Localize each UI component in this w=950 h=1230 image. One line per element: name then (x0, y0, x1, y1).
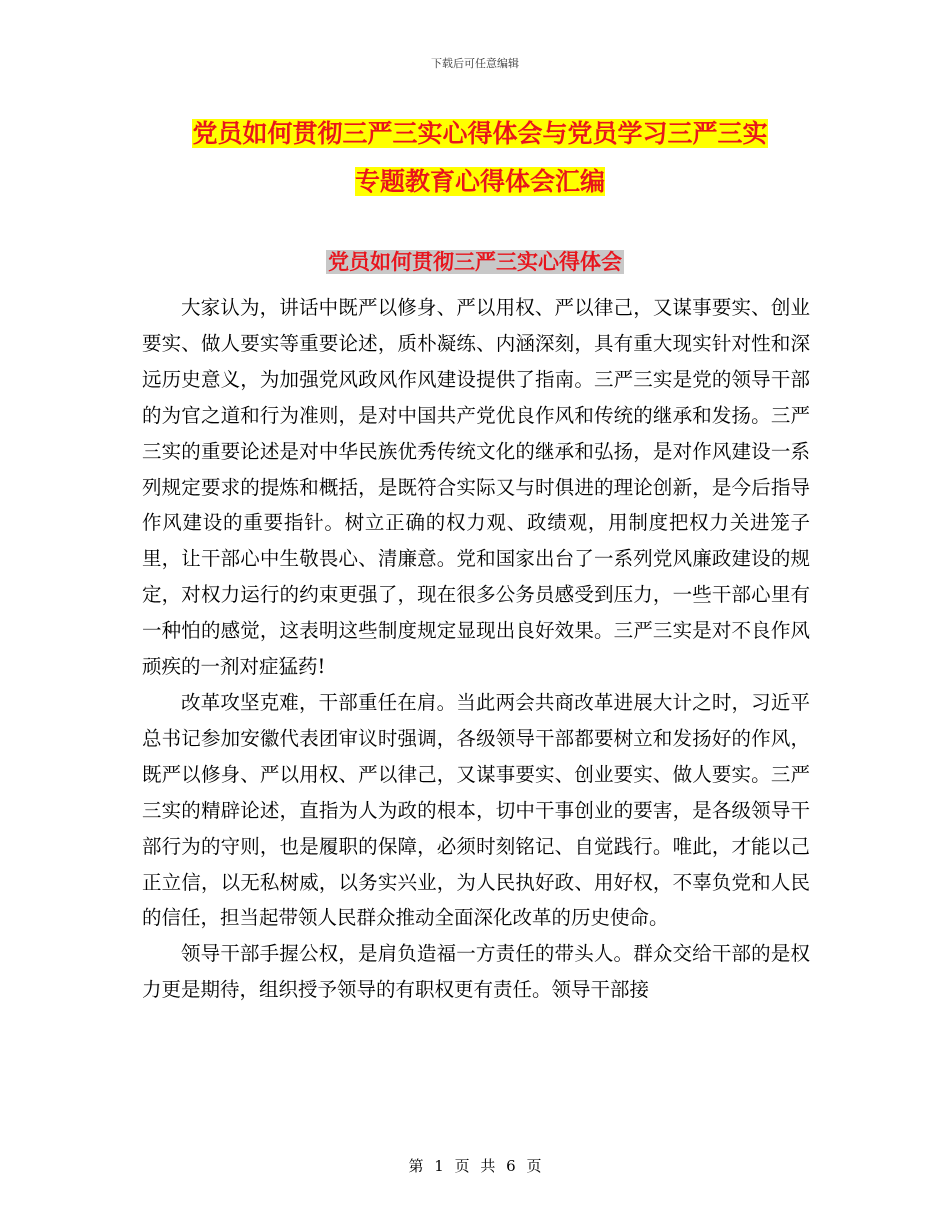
document-title (150, 110, 810, 206)
body-text (142, 290, 810, 1008)
section-title-text: 党员如何贯彻三严三实心得体会 (328, 250, 622, 274)
paragraph-3: 领导干部手握公权，是肩负造福一方责任的带头人。群众交给干部的是权力更是期待，组织授予领导的有职权更有责任。领导干部接 (142, 942, 810, 1002)
header-note: 下载后可任意编辑 (431, 57, 519, 70)
paragraph-2: 改革攻坚克难，干部重任在肩。当此两会共商改革进展大计之时，习近平总书记参加安徽代表团审议时强调，各级领导干部都要树立和发扬好的作风，既严以修身、严以用权、严以律己，又谋事要实、创业要实、做人要实。三严三实的精辟论述，直指为人为政的根本，切中干事创业的要害，是各级领导干部行为的守则，也是履职的保障，必须时刻铭记、自觉践行。唯此，才能以己正立信，以无私树威，以务实兴业，为人民执好政、用好权，不辜负党和人民的信任，担当起带领人民群众推动全面深化改革的历史使命。 (142, 690, 810, 930)
section-title (0, 244, 950, 280)
document-title-line1: 党员如何贯彻三严三实心得体会与党员学习三严三实 (192, 119, 768, 148)
paragraph-1: 大家认为，讲话中既严以修身、严以用权、严以律己，又谋事要实、创业要实、做人要实等重要论述，质朴凝练、内涵深刻，具有重大现实针对性和深远历史意义，为加强党风政风作风建设提供了指南。三严三实是党的领导干部的为官之道和行为准则，是对中国共产党优良作风和传统的继承和发扬。三严三实的重要论述是对中华民族优秀传统文化的继承和弘扬，是对作风建设一系列规定要求的提炼和概括，是既符合实际又与时俱进的理论创新，是今后指导作风建设的重要指针。树立正确的权力观、政绩观，用制度把权力关进笼子里，让干部心中生敬畏心、清廉意。党和国家出台了一系列党风廉政建设的规定，对权力运行的约束更强了，现在很多公务员感受到压力，一些干部心里有一种怕的感觉，这表明这些制度规定显现出良好效果。三严三实是对不良作风顽疾的一剂对症猛药! (142, 296, 810, 679)
document-title-line2: 专题教育心得体会汇编 (354, 167, 605, 196)
page-footer: 第 1 页 共 6 页 (408, 1157, 542, 1175)
